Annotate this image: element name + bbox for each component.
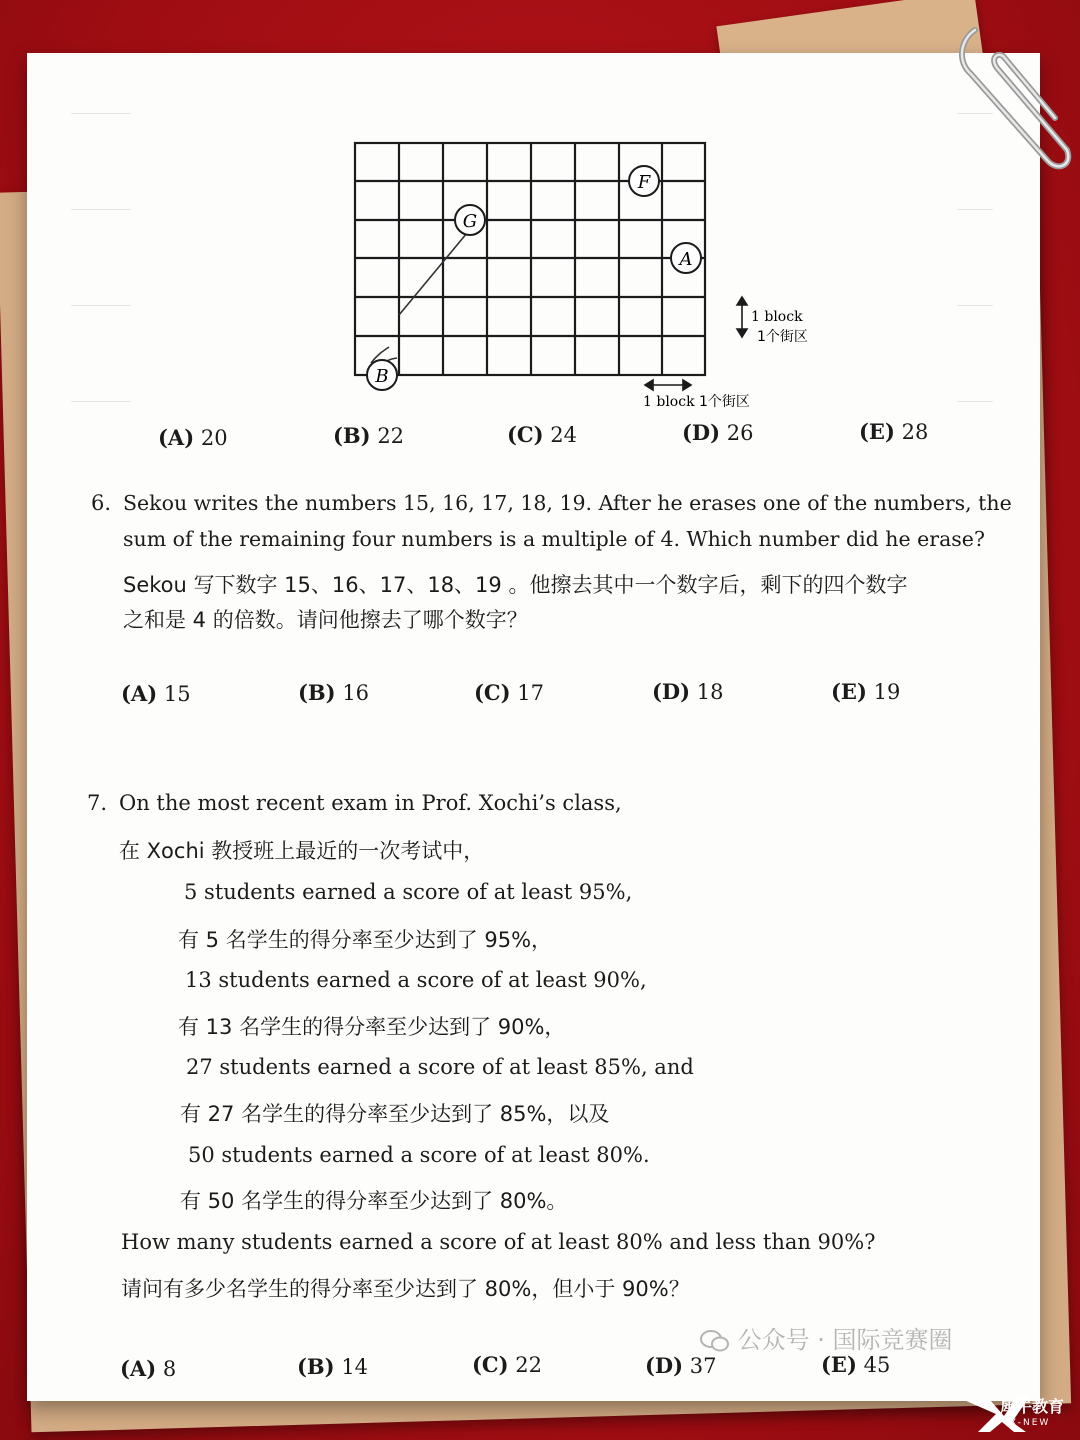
q6-option-d: (D) 18 [652,679,724,704]
point-a [671,243,701,273]
logo-name: 犀牛教育 [1000,1397,1065,1416]
q7-option-e: (E) 45 [821,1352,891,1377]
q6-text-cn-1: Sekou 写下数字 15、16、17、18、19 。他擦去其中一个数字后，剩下的四个数字 [123,573,908,597]
point-b [367,360,397,390]
q6-text-en-2: sum of the remaining four numbers is a multiple of 4. Which number did he erase? [123,527,985,551]
q7-item-4-en: 50 students earned a score of at least 80%. [188,1143,650,1167]
svg-text:G: G [462,211,478,232]
svg-text:B: B [375,366,389,387]
watermark: 公众号 · 国际竞赛圈 [700,1320,1060,1360]
q7-option-b: (B) 14 [297,1354,369,1379]
q6-text-cn-2: 之和是 4 的倍数。请问他擦去了哪个数字？ [123,608,528,632]
q7-item-3-en: 27 students earned a score of at least 85%, and [186,1055,694,1079]
rule-line [957,305,993,306]
q5-option-a: (A) 20 [158,425,228,450]
block-grid-diagram [327,93,847,433]
q5-option-c: (C) 24 [507,422,578,447]
paperclip-icon [935,10,1075,190]
rule-line [957,401,993,402]
horizontal-scale-cn: 1个街区 [699,394,750,410]
rule-line [71,209,131,210]
point-g [455,205,485,235]
q7-option-c: (C) 22 [472,1352,543,1377]
q7-intro-cn: 在 Xochi 教授班上最近的一次考试中， [119,839,485,863]
q7-question-en: How many students earned a score of at least 80% and less than 90%? [121,1230,876,1254]
q6-option-e: (E) 19 [831,679,901,704]
horizontal-scale-en: 1 block [643,394,695,410]
vertical-scale-arrow [737,297,747,337]
rule-line [71,305,131,306]
q7-item-2-cn: 有 13 名学生的得分率至少达到了 90%， [178,1015,566,1039]
rule-line [71,401,131,402]
q7-number: 7. [87,791,108,815]
rule-line [71,113,131,114]
q7-intro-en: On the most recent exam in Prof. Xochi’s class, [119,791,622,815]
svg-text:A: A [679,249,693,270]
q6-text-en-1: Sekou writes the numbers 15, 16, 17, 18, 19. After he erases one of the numbers, the [123,491,1012,515]
vertical-scale-en: 1 block [751,309,803,325]
q5-option-d: (D) 26 [682,420,754,445]
q7-item-2-en: 13 students earned a score of at least 90%, [185,968,647,992]
q5-option-b: (B) 22 [333,423,405,448]
q7-item-1-en: 5 students earned a score of at least 95%, [184,880,633,904]
wechat-icon [700,1329,730,1353]
point-f [629,166,659,196]
worksheet-page [27,53,1040,1401]
q7-item-1-cn: 有 5 名学生的得分率至少达到了 95%， [178,928,553,952]
q7-question-cn: 请问有多少名学生的得分率至少达到了 80%，但小于 90%？ [121,1277,690,1301]
q6-number: 6. [91,491,112,515]
q7-item-3-cn: 有 27 名学生的得分率至少达到了 85%，以及 [180,1102,610,1126]
q6-option-c: (C) 17 [474,680,545,705]
q7-option-d: (D) 37 [645,1353,717,1378]
q7-item-4-cn: 有 50 名学生的得分率至少达到了 80%。 [180,1189,568,1213]
logo-sub: X-NEW [1010,1418,1051,1428]
q5-option-e: (E) 28 [859,419,929,444]
rule-line [957,209,993,210]
q6-option-a: (A) 15 [121,681,191,706]
q7-option-a: (A) 8 [120,1356,177,1381]
svg-text:F: F [637,172,651,193]
q6-option-b: (B) 16 [298,680,370,705]
vertical-scale-cn: 1个街区 [757,329,808,345]
horizontal-scale-arrow [645,380,691,390]
